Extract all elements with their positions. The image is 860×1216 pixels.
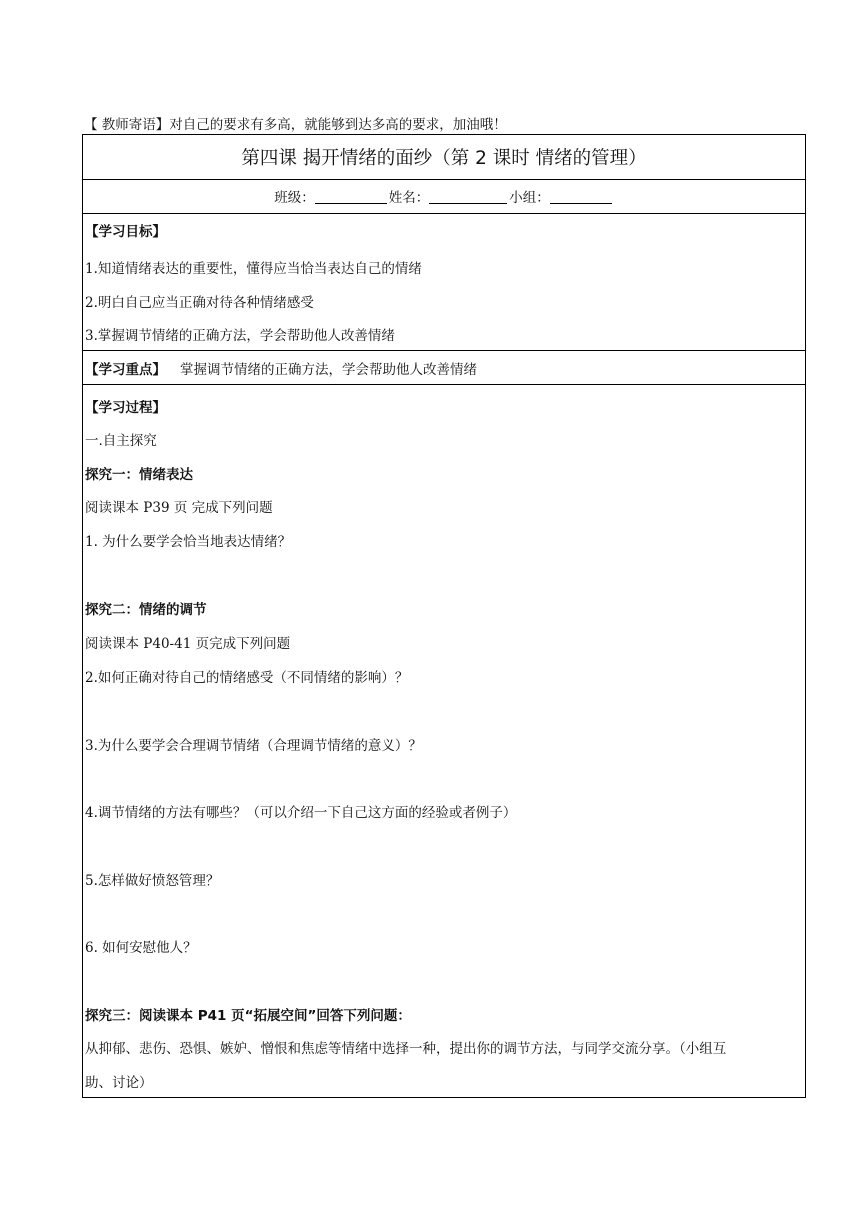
- section-self-exploration: 一.自主探究: [85, 433, 157, 449]
- focus-text: 掌握调节情绪的正确方法，学会帮助他人改善情绪: [180, 361, 477, 378]
- question-5: 5.怎样做好愤怒管理？: [85, 873, 220, 889]
- class-label: 班级：: [274, 190, 315, 206]
- learning-goals-box: [82, 213, 806, 351]
- group-label: 小组：: [509, 190, 550, 206]
- goal-item-2: 2.明白自己应当正确对待各种情绪感受: [85, 295, 314, 311]
- goals-heading: 【学习目标】: [85, 224, 166, 240]
- question-3: 3.为什么要学会合理调节情绪（合理调节情绪的意义）？: [85, 738, 422, 754]
- name-label: 姓名：: [388, 190, 430, 206]
- question-1: 1. 为什么要学会恰当地表达情绪？: [85, 534, 292, 550]
- explore-3-title: 探究三：阅读课本 P41 页“拓展空间”回答下列问题：: [85, 1008, 411, 1024]
- explore-3-text-line-2: 助、讨论）: [85, 1075, 153, 1091]
- name-blank-field[interactable]: [429, 189, 507, 204]
- learning-process-box: [82, 384, 806, 1098]
- goal-item-1: 1.知道情绪表达的重要性，懂得应当恰当表达自己的情绪: [85, 261, 422, 277]
- learning-focus-box: [82, 350, 806, 385]
- lesson-title-box: [82, 134, 806, 180]
- student-info-row: [82, 179, 806, 214]
- focus-heading: 【学习重点】: [85, 361, 166, 378]
- teacher-motto: 【 教师寄语】对自己的要求有多高，就能够到达多高的要求，加油哦！: [84, 117, 507, 133]
- group-blank-field[interactable]: [550, 189, 612, 204]
- question-6: 6. 如何安慰他人？: [85, 940, 197, 956]
- explore-2-reading: 阅读课本 P40-41 页完成下列问题: [85, 636, 291, 652]
- lesson-title: 第四课 揭开情绪的面纱（第 2 课时 情绪的管理）: [241, 148, 647, 169]
- explore-1-reading: 阅读课本 P39 页 完成下列问题: [85, 500, 273, 516]
- question-2: 2.如何正确对待自己的情绪感受（不同情绪的影响）？: [85, 670, 409, 686]
- process-heading: 【学习过程】: [85, 400, 166, 416]
- goal-item-3: 3.掌握调节情绪的正确方法，学会帮助他人改善情绪: [85, 328, 395, 344]
- explore-1-title: 探究一：情绪表达: [85, 467, 193, 483]
- explore-2-title: 探究二：情绪的调节: [85, 602, 207, 618]
- question-4: 4.调节情绪的方法有哪些？（可以介绍一下自己这方面的经验或者例子）: [85, 805, 517, 821]
- class-blank-field[interactable]: [315, 189, 387, 204]
- explore-3-text-line-1: 从抑郁、悲伤、恐惧、嫉妒、憎恨和焦虑等情绪中选择一种，提出你的调节方法，与同学交流分享。（小组互: [85, 1041, 727, 1057]
